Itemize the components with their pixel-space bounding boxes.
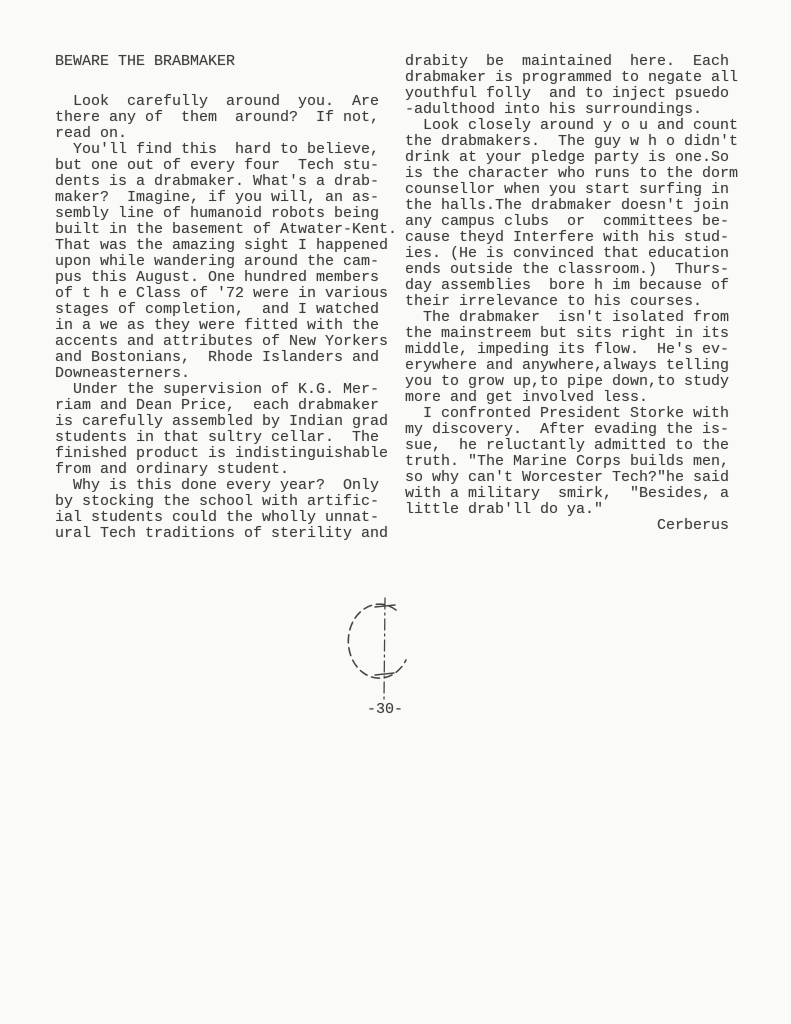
text-line: pus this August. One hundred members [55,269,380,286]
text-line: drink at your pledge party is one.So [405,149,730,166]
text-line: Under the supervision of K.G. Mer- [55,381,380,398]
text-line: Look carefully around you. Are [55,93,380,110]
text-line: little drab'll do ya." [405,501,604,518]
text-line: youthful folly and to inject psuedo [405,85,730,102]
text-line: any campus clubs or committees be- [405,213,730,230]
text-line: maker? Imagine, if you will, an as- [55,189,380,206]
text-line: the halls.The drabmaker doesn't join [405,197,730,214]
text-line: Cerberus [405,517,730,534]
text-line: finished product is indistinguishable [55,445,389,462]
text-line: accents and attributes of New Yorkers [55,333,389,350]
text-line: You'll find this hard to believe, [55,141,380,158]
text-line: students in that sultry cellar. The [55,429,380,446]
text-line: is the character who runs to the dorm [405,165,739,182]
text-line: of t h e Class of '72 were in various [55,285,389,302]
text-line: erywhere and anywhere,always telling [405,357,730,374]
text-line: drabity be maintained here. Each [405,53,730,70]
text-line: counsellor when you start surfing in [405,181,730,198]
text-line: the mainstreem but sits right in its [405,325,730,342]
text-line: there any of them around? If not, [55,109,380,126]
text-line: ial students could the wholly unnat- [55,509,380,526]
page-number: -30- [366,701,403,718]
text-line: more and get involved less. [405,389,649,406]
text-line: cause theyd Interfere with his stud- [405,229,730,246]
text-line: day assemblies bore h im because of [405,277,730,294]
text-line: middle, impeding its flow. He's ev- [405,341,730,358]
text-line: read on. [55,125,128,142]
text-line: you to grow up,to pipe down,to study [405,373,730,390]
text-line: That was the amazing sight I happened [55,237,389,254]
text-line: truth. "The Marine Corps builds men, [405,453,730,470]
text-line: so why can't Worcester Tech?"he said [405,469,730,486]
text-line: Downeasterners. [55,365,191,382]
text-line: The drabmaker isn't isolated from [405,309,730,326]
text-line: their irrelevance to his courses. [405,293,703,310]
text-line: from and ordinary student. [55,461,290,478]
text-line: ural Tech traditions of sterility and [55,525,389,542]
page-title: BEWARE THE BRABMAKER [55,53,236,70]
text-line: dents is a drabmaker. What's a drab- [55,173,380,190]
text-line: sembly line of humanoid robots being [55,205,380,222]
text-line: ies. (He is convinced that education [405,245,730,262]
text-line: stages of completion, and I watched [55,301,380,318]
text-line: Why is this done every year? Only [55,477,380,494]
text-line: Look closely around y o u and count [405,117,739,134]
text-line: by stocking the school with artific- [55,493,380,510]
text-line: ends outside the classroom.) Thurs- [405,261,730,278]
text-line: upon while wandering around the cam- [55,253,380,270]
text-line: and Bostonians, Rhode Islanders and [55,349,380,366]
text-line: drabmaker is programmed to negate all [405,69,739,86]
text-line: I confronted President Storke with [405,405,730,422]
text-line: the drabmakers. The guy w h o didn't [405,133,739,150]
text-line: built in the basement of Atwater-Kent. [55,221,398,238]
text-line: in a we as they were fitted with the [55,317,380,334]
text-line: but one out of every four Tech stu- [55,157,380,174]
right-text-column [405,54,761,534]
dashed-circle-centerline-icon [338,596,428,706]
text-line: my discovery. After evading the is- [405,421,730,438]
text-line: riam and Dean Price, each drabmaker [55,397,380,414]
text-line: is carefully assembled by Indian grad [55,413,389,430]
left-text-column [55,94,411,542]
text-line: with a military smirk, "Besides, a [405,485,730,502]
text-line: -adulthood into his surroundings. [405,101,703,118]
text-line: sue, he reluctantly admitted to the [405,437,730,454]
